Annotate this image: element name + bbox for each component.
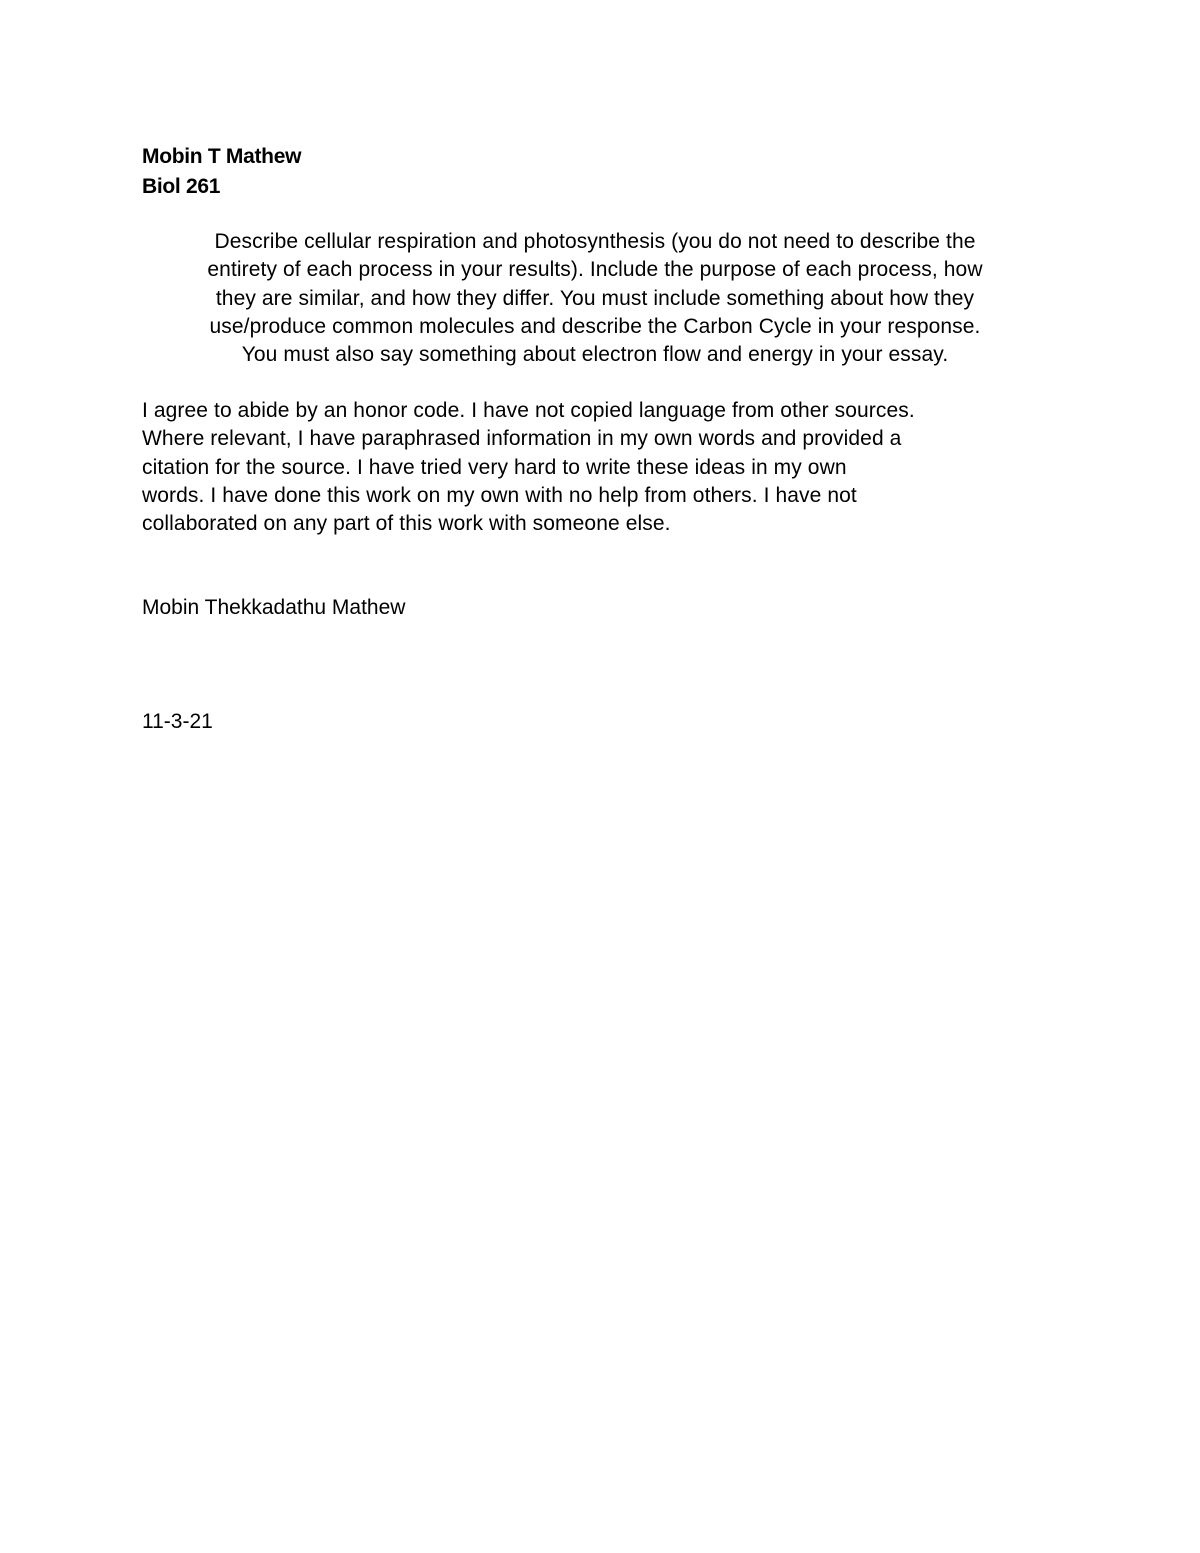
prompt-line: they are similar, and how they differ. You must include something about how they <box>215 286 975 310</box>
prompt-line: entirety of each process in your results). Include the purpose of each process, how <box>207 258 983 282</box>
prompt-line: You must also say something about electron flow and energy in your essay. <box>241 343 949 367</box>
pledge-line: citation for the source. I have tried very hard to write these ideas in my own <box>142 455 847 479</box>
pledge-line: words. I have done this work on my own with no help from others. I have not <box>142 483 857 507</box>
course-code: Biol 261 <box>142 175 221 198</box>
assignment-prompt <box>142 228 1048 369</box>
pledge-line: collaborated on any part of this work with someone else. <box>142 512 671 536</box>
signature-date: 11-3-21 <box>142 710 213 733</box>
student-name: Mobin T Mathew <box>142 145 302 168</box>
honor-code-pledge <box>142 397 1142 538</box>
pledge-line: I agree to abide by an honor code. I have not copied language from other sources. <box>142 399 915 422</box>
prompt-line: Describe cellular respiration and photosynthesis (you do not need to describe the <box>214 230 976 253</box>
document-header <box>142 142 301 202</box>
prompt-line: use/produce common molecules and describe the Carbon Cycle in your response. <box>209 314 981 338</box>
signature-name: Mobin Thekkadathu Mathew <box>142 596 406 619</box>
pledge-line: Where relevant, I have paraphrased information in my own words and provided a <box>142 427 902 451</box>
